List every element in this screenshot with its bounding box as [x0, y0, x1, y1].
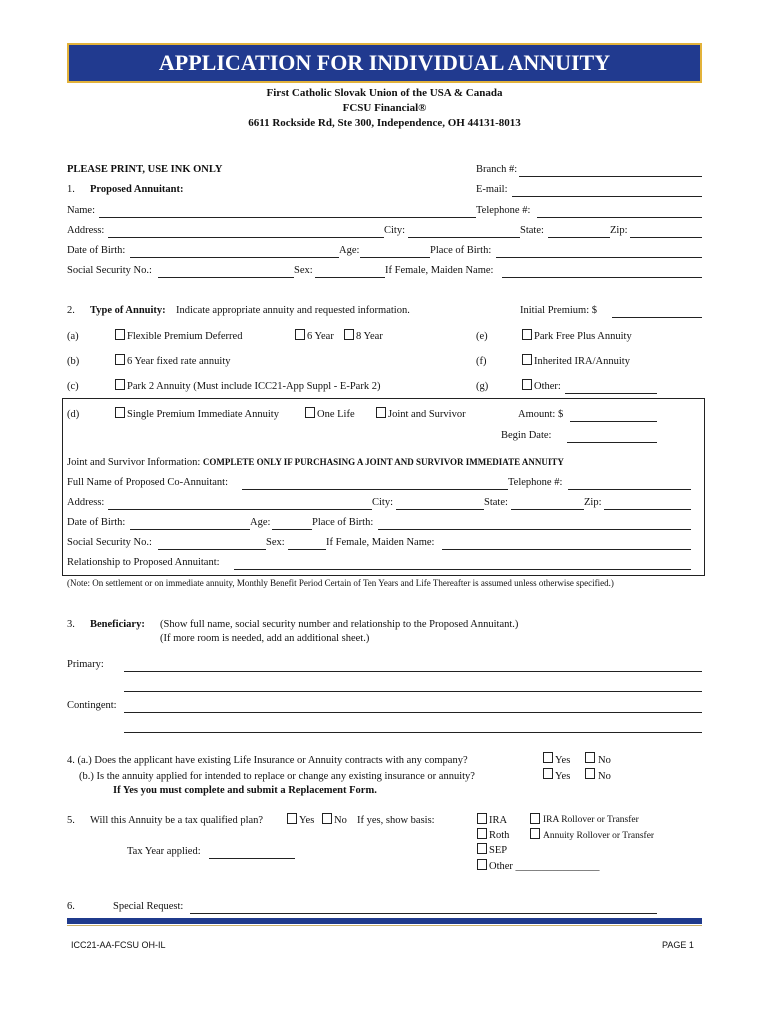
co-age-field[interactable]	[272, 529, 312, 530]
form-title-banner: APPLICATION FOR INDIVIDUAL ANNUITY	[67, 43, 702, 83]
co-pob-label: Place of Birth:	[312, 517, 374, 528]
other-annuity-field[interactable]	[565, 393, 657, 394]
co-ssn-field[interactable]	[158, 549, 266, 550]
settlement-note: (Note: On settlement or on immediate annuity, Monthly Benefit Period Certain of Ten Years and Life Thereafter is assumed unless otherwise specified.)	[67, 578, 614, 588]
state-field[interactable]	[548, 237, 610, 238]
co-maiden-field[interactable]	[442, 549, 691, 550]
inherited-ira-label: Inherited IRA/Annuity	[534, 356, 630, 367]
ira-rollover-checkbox[interactable]	[530, 813, 540, 824]
option-c-letter: (c)	[67, 381, 79, 392]
park-free-plus-label: Park Free Plus Annuity	[534, 331, 632, 342]
branch-label: Branch #:	[476, 164, 518, 175]
tax-year-field[interactable]	[209, 858, 295, 859]
primary-field[interactable]	[124, 671, 702, 672]
page-number: PAGE 1	[662, 940, 694, 950]
q4b-no-label: No	[598, 771, 611, 782]
section-1-number: 1.	[67, 184, 75, 195]
six-year-fixed-checkbox[interactable]	[115, 354, 125, 365]
co-age-label: Age:	[250, 517, 271, 528]
flexible-premium-label: Flexible Premium Deferred	[127, 331, 243, 342]
begin-date-field[interactable]	[567, 442, 657, 443]
sep-label: SEP	[489, 845, 508, 856]
eight-year-checkbox[interactable]	[344, 329, 354, 340]
co-telephone-field[interactable]	[568, 489, 691, 490]
other-basis-checkbox[interactable]	[477, 859, 487, 870]
relationship-label: Relationship to Proposed Annuitant:	[67, 557, 220, 568]
section-2-title: Type of Annuity:	[90, 305, 166, 316]
co-address-label: Address:	[67, 497, 105, 508]
beneficiary-desc-2: (If more room is needed, add an additional sheet.)	[160, 633, 370, 644]
co-address-field[interactable]	[108, 509, 372, 510]
q4a-no-checkbox[interactable]	[585, 752, 595, 763]
section-3-number: 3.	[67, 619, 75, 630]
telephone-field[interactable]	[537, 217, 702, 218]
primary-label: Primary:	[67, 659, 104, 670]
dob-label: Date of Birth:	[67, 245, 126, 256]
single-premium-label: Single Premium Immediate Annuity	[127, 409, 279, 420]
dob-field[interactable]	[130, 257, 339, 258]
option-a-letter: (a)	[67, 331, 79, 342]
special-request-field[interactable]	[190, 913, 657, 914]
section-1-title: Proposed Annuitant:	[90, 184, 184, 195]
contingent-field-2[interactable]	[124, 732, 702, 733]
co-state-field[interactable]	[511, 509, 584, 510]
co-dob-label: Date of Birth:	[67, 517, 126, 528]
state-label: State:	[520, 225, 544, 236]
maiden-label: If Female, Maiden Name:	[385, 265, 494, 276]
eight-year-label: 8 Year	[356, 331, 383, 342]
question-4b: (b.) Is the annuity applied for intended to replace or change any existing insurance or annuity?	[79, 771, 475, 782]
roth-checkbox[interactable]	[477, 828, 487, 839]
begin-date-label: Begin Date:	[501, 430, 552, 441]
section-2-number: 2.	[67, 305, 75, 316]
other-annuity-checkbox[interactable]	[522, 379, 532, 390]
co-sex-field[interactable]	[288, 549, 326, 550]
ira-checkbox[interactable]	[477, 813, 487, 824]
tax-yes-checkbox[interactable]	[287, 813, 297, 824]
q4b-yes-label: Yes	[555, 771, 571, 782]
contingent-field[interactable]	[124, 712, 702, 713]
other-annuity-label: Other:	[534, 381, 561, 392]
email-field[interactable]	[512, 196, 702, 197]
option-b-letter: (b)	[67, 356, 80, 367]
park-2-label: Park 2 Annuity (Must include ICC21-App Suppl - E-Park 2)	[127, 381, 381, 392]
telephone-label: Telephone #:	[476, 205, 531, 216]
one-life-label: One Life	[317, 409, 355, 420]
replacement-note: If Yes you must complete and submit a Replacement Form.	[113, 785, 377, 796]
tax-no-checkbox[interactable]	[322, 813, 332, 824]
co-city-field[interactable]	[396, 509, 484, 510]
joint-survivor-checkbox[interactable]	[376, 407, 386, 418]
org-name: First Catholic Slovak Union of the USA & Canada	[266, 87, 503, 99]
primary-field-2[interactable]	[124, 691, 702, 692]
ira-rollover-label: IRA Rollover or Transfer	[543, 815, 639, 825]
initial-premium-field[interactable]	[612, 317, 702, 318]
tax-qualified-question: Will this Annuity be a tax qualified plan?	[90, 815, 264, 826]
option-f-letter: (f)	[476, 356, 487, 367]
co-zip-label: Zip:	[584, 497, 602, 508]
city-field[interactable]	[408, 237, 520, 238]
one-life-checkbox[interactable]	[305, 407, 315, 418]
joint-info-label: Joint and Survivor Information: COMPLETE ONLY IF PURCHASING A JOINT AND SURVIVOR IMMEDIATE ANNUITY	[67, 457, 564, 468]
q4a-yes-checkbox[interactable]	[543, 752, 553, 763]
zip-label: Zip:	[610, 225, 628, 236]
sex-label: Sex:	[294, 265, 313, 276]
flexible-premium-checkbox[interactable]	[115, 329, 125, 340]
co-ssn-label: Social Security No.:	[67, 537, 152, 548]
co-zip-field[interactable]	[604, 509, 691, 510]
section-3-title: Beneficiary:	[90, 619, 145, 630]
contingent-label: Contingent:	[67, 700, 117, 711]
co-annuitant-name-label: Full Name of Proposed Co-Annuitant:	[67, 477, 228, 488]
basis-label: If yes, show basis:	[357, 815, 435, 826]
ssn-label: Social Security No.:	[67, 265, 152, 276]
co-maiden-label: If Female, Maiden Name:	[326, 537, 435, 548]
beneficiary-desc-1: (Show full name, social security number and relationship to the Proposed Annuitant.)	[160, 619, 519, 630]
annuity-rollover-label: Annuity Rollover or Transfer	[543, 831, 655, 841]
six-year-checkbox[interactable]	[295, 329, 305, 340]
relationship-field[interactable]	[234, 569, 691, 570]
email-label: E-mail:	[476, 184, 508, 195]
org-brand: FCSU Financial®	[342, 102, 427, 114]
name-field[interactable]	[99, 217, 476, 218]
amount-field[interactable]	[570, 421, 657, 422]
inherited-ira-checkbox[interactable]	[522, 354, 532, 365]
section-2-desc: Indicate appropriate annuity and requested information.	[176, 305, 410, 316]
tax-year-label: Tax Year applied:	[127, 846, 201, 857]
q4a-yes-label: Yes	[555, 755, 571, 766]
age-label: Age:	[339, 245, 360, 256]
sex-field[interactable]	[315, 277, 385, 278]
option-e-letter: (e)	[476, 331, 488, 342]
option-d-letter: (d)	[67, 409, 80, 420]
age-field[interactable]	[360, 257, 430, 258]
q4a-no-label: No	[598, 755, 611, 766]
ira-label: IRA	[489, 815, 508, 826]
form-code: ICC21-AA-FCSU OH-IL	[71, 940, 166, 950]
tax-yes-label: Yes	[299, 815, 315, 826]
co-city-label: City:	[372, 497, 394, 508]
maiden-field[interactable]	[502, 277, 702, 278]
park-2-checkbox[interactable]	[115, 379, 125, 390]
other-basis-label: Other ________________	[489, 861, 600, 872]
question-4a: 4. (a.) Does the applicant have existing Life Insurance or Annuity contracts with any company?	[67, 755, 468, 766]
name-label: Name:	[67, 205, 95, 216]
footer-divider	[67, 925, 702, 926]
section-5-number: 5.	[67, 815, 75, 826]
amount-label: Amount: $	[518, 409, 564, 420]
joint-survivor-label: Joint and Survivor	[388, 409, 466, 420]
ssn-field[interactable]	[158, 277, 294, 278]
six-year-fixed-label: 6 Year fixed rate annuity	[127, 356, 231, 367]
footer-bar	[67, 918, 702, 924]
co-telephone-label: Telephone #:	[508, 477, 563, 488]
special-request-label: Special Request:	[113, 901, 184, 912]
sep-checkbox[interactable]	[477, 843, 487, 854]
roth-label: Roth	[489, 830, 510, 841]
address-field[interactable]	[108, 237, 384, 238]
co-pob-field[interactable]	[378, 529, 691, 530]
initial-premium-label: Initial Premium: $	[520, 305, 597, 316]
pob-label: Place of Birth:	[430, 245, 492, 256]
co-annuitant-name-field[interactable]	[242, 489, 508, 490]
park-free-plus-checkbox[interactable]	[522, 329, 532, 340]
single-premium-checkbox[interactable]	[115, 407, 125, 418]
org-address: 6611 Rockside Rd, Ste 300, Independence, OH 44131-8013	[248, 117, 521, 129]
co-sex-label: Sex:	[266, 537, 285, 548]
co-dob-field[interactable]	[130, 529, 250, 530]
branch-field[interactable]	[519, 176, 702, 177]
co-state-label: State:	[484, 497, 508, 508]
zip-field[interactable]	[630, 237, 702, 238]
city-label: City:	[384, 225, 406, 236]
q4b-yes-checkbox[interactable]	[543, 768, 553, 779]
tax-no-label: No	[334, 815, 347, 826]
option-g-letter: (g)	[476, 381, 489, 392]
annuity-rollover-checkbox[interactable]	[530, 828, 540, 839]
pob-field[interactable]	[496, 257, 702, 258]
section-6-number: 6.	[67, 901, 75, 912]
q4b-no-checkbox[interactable]	[585, 768, 595, 779]
address-label: Address:	[67, 225, 105, 236]
six-year-label: 6 Year	[307, 331, 334, 342]
print-notice: PLEASE PRINT, USE INK ONLY	[67, 164, 223, 175]
